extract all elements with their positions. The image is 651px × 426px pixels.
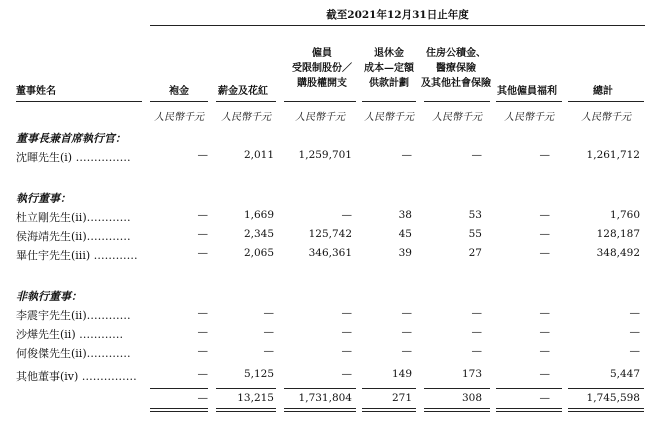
header-pension-line3: 供款計劃: [369, 78, 409, 89]
cell-pension: —: [401, 307, 412, 319]
double-underline-rule: [568, 408, 644, 409]
subtotal-rule: [216, 388, 276, 389]
double-underline-rule: [216, 411, 276, 412]
cell-other: —: [539, 326, 550, 338]
double-underline-rule: [362, 411, 416, 412]
cell-equity: —: [341, 307, 352, 319]
double-underline-rule: [150, 408, 208, 409]
total-pension: 271: [391, 392, 412, 404]
double-underline-rule: [150, 411, 208, 412]
cell-other: —: [539, 345, 550, 357]
cell-equity: —: [341, 209, 352, 221]
director-name: 杜立剛先生(ii)…………: [16, 211, 131, 224]
cell-other: —: [539, 247, 550, 259]
cell-other: —: [539, 149, 550, 161]
cell-fees: —: [197, 228, 208, 240]
double-underline-rule: [284, 411, 356, 412]
cell-housing: 27: [468, 247, 482, 259]
double-underline-rule: [496, 408, 562, 409]
cell-pension: —: [401, 326, 412, 338]
cell-other: —: [539, 307, 550, 319]
total-housing: 308: [461, 392, 482, 404]
header-pension-line1: 退休金: [374, 48, 404, 59]
cell-total: 5,447: [609, 368, 640, 380]
header-housing-line3: 及其他社會保險: [421, 78, 491, 89]
unit-pension: 人民幣千元: [364, 112, 414, 123]
header-salary: 薪金及花紅: [218, 86, 268, 97]
double-underline-rule: [568, 411, 644, 412]
unit-total: 人民幣千元: [581, 112, 631, 123]
unit-housing: 人民幣千元: [432, 112, 482, 123]
cell-fees: —: [197, 209, 208, 221]
cell-total: 1,261,712: [586, 149, 640, 161]
subtotal-rule: [284, 388, 356, 389]
cell-salary: —: [263, 345, 274, 357]
cell-pension: 39: [398, 247, 412, 259]
cell-housing: —: [471, 149, 482, 161]
double-underline-rule: [284, 408, 356, 409]
header-rule-total: [568, 101, 644, 102]
cell-other: —: [539, 209, 550, 221]
cell-pension: 38: [398, 209, 412, 221]
cell-total: —: [629, 326, 640, 338]
header-fees: 袍金: [169, 86, 189, 97]
cell-total: —: [629, 307, 640, 319]
period-title-underline: [150, 25, 645, 26]
director-name: 畢仕宇先生(iii) …………: [16, 249, 138, 262]
cell-housing: —: [471, 307, 482, 319]
section-exec-chair: 董事長兼首席執行官：: [16, 132, 126, 145]
unit-other: 人民幣千元: [504, 112, 554, 123]
header-rule-pension: [362, 101, 416, 102]
header-equity-line1: 僱員: [312, 48, 332, 59]
total-salary: 13,215: [237, 392, 274, 404]
director-name: 何俊傑先生(ii)…………: [16, 347, 131, 360]
cell-housing: 173: [461, 368, 482, 380]
header-rule-equity: [284, 101, 356, 102]
director-name: 其他董事(iv) ……………: [16, 370, 137, 383]
subtotal-rule: [362, 388, 416, 389]
cell-salary: 1,669: [243, 209, 274, 221]
cell-equity: —: [341, 345, 352, 357]
cell-other: —: [539, 368, 550, 380]
cell-total: 128,187: [596, 228, 640, 240]
double-underline-rule: [216, 408, 276, 409]
subtotal-rule: [568, 388, 644, 389]
total-fees: —: [197, 392, 208, 404]
subtotal-rule: [496, 388, 562, 389]
period-title: 截至2021年12月31日止年度: [326, 9, 469, 21]
cell-equity: 125,742: [308, 228, 352, 240]
director-name: 沙燁先生(ii) …………: [16, 328, 124, 341]
cell-salary: —: [263, 307, 274, 319]
total-total: 1,745,598: [586, 392, 640, 404]
cell-housing: 53: [468, 209, 482, 221]
cell-fees: —: [197, 345, 208, 357]
header-total: 總計: [593, 86, 613, 97]
cell-salary: —: [263, 326, 274, 338]
cell-housing: —: [471, 326, 482, 338]
cell-fees: —: [197, 149, 208, 161]
cell-salary: 2,345: [243, 228, 274, 240]
cell-equity: 346,361: [308, 247, 352, 259]
cell-salary: 2,011: [243, 149, 274, 161]
section-exec: 執行董事：: [16, 192, 71, 205]
director-name: 侯海靖先生(ii)…………: [16, 230, 131, 243]
cell-pension: —: [401, 149, 412, 161]
unit-salary: 人民幣千元: [221, 112, 271, 123]
cell-pension: 45: [398, 228, 412, 240]
director-name: 李震宇先生(ii)…………: [16, 309, 131, 322]
header-rule-other: [496, 101, 562, 102]
header-pension: [360, 46, 418, 91]
cell-fees: —: [197, 307, 208, 319]
header-housing-line2: 醫療保險: [436, 63, 476, 74]
double-underline-rule: [424, 411, 490, 412]
header-rule-housing: [424, 101, 490, 102]
cell-total: 348,492: [596, 247, 640, 259]
cell-fees: —: [197, 326, 208, 338]
header-housing: [420, 46, 492, 91]
total-other: —: [539, 392, 550, 404]
cell-pension: 149: [391, 368, 412, 380]
header-rule-fees: [150, 101, 208, 102]
director-name: 沈暉先生(i) ……………: [16, 151, 131, 164]
cell-total: 1,760: [609, 209, 640, 221]
header-equity: [282, 46, 362, 91]
total-equity: 1,731,804: [298, 392, 352, 404]
header-rule-name: [16, 101, 142, 102]
cell-housing: 55: [468, 228, 482, 240]
header-housing-line1: 住房公積金、: [426, 48, 486, 59]
cell-housing: —: [471, 345, 482, 357]
cell-fees: —: [197, 247, 208, 259]
header-pension-line2: 成本—定額: [364, 63, 414, 74]
cell-equity: —: [341, 368, 352, 380]
cell-equity: 1,259,701: [298, 149, 352, 161]
section-nonexec: 非執行董事：: [16, 290, 82, 303]
subtotal-rule: [424, 388, 490, 389]
cell-pension: —: [401, 345, 412, 357]
header-rule-salary: [216, 101, 276, 102]
cell-equity: —: [341, 326, 352, 338]
cell-other: —: [539, 228, 550, 240]
double-underline-rule: [496, 411, 562, 412]
unit-fees: 人民幣千元: [154, 112, 204, 123]
double-underline-rule: [362, 408, 416, 409]
cell-total: —: [629, 345, 640, 357]
header-equity-line2: 受限制股份／: [292, 63, 352, 74]
cell-salary: 2,065: [243, 247, 274, 259]
double-underline-rule: [424, 408, 490, 409]
cell-fees: —: [197, 368, 208, 380]
header-name: 董事姓名: [16, 86, 56, 97]
unit-equity: 人民幣千元: [295, 112, 345, 123]
header-other: 其他僱員福利: [497, 86, 557, 97]
subtotal-rule: [150, 388, 208, 389]
header-equity-line3: 購股權開支: [297, 78, 347, 89]
cell-salary: 5,125: [243, 368, 274, 380]
